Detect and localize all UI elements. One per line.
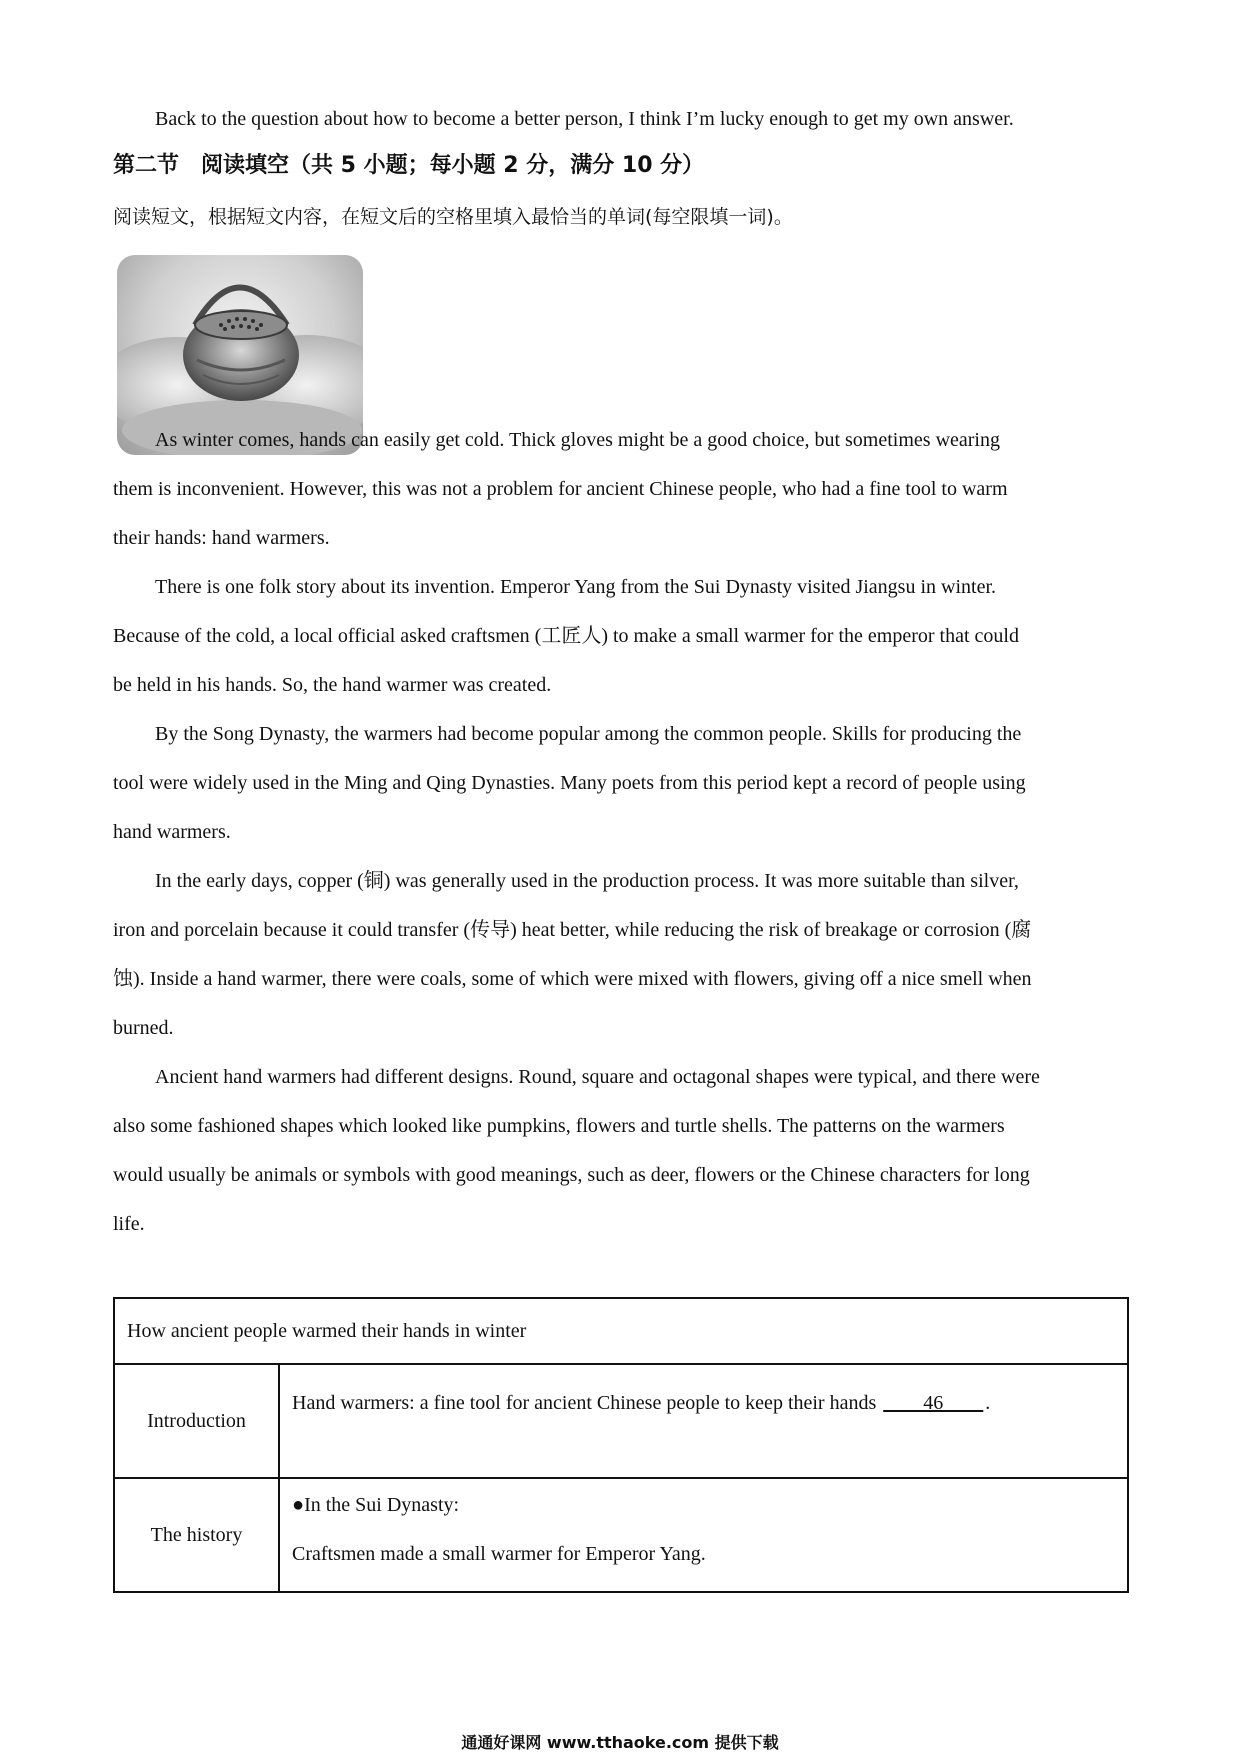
summary-table [113, 1297, 1129, 1593]
passage-line-9: hand warmers. [113, 821, 231, 843]
passage-line-17: life. [113, 1213, 145, 1235]
passage-line-4: There is one folk story about its invention. Emperor Yang from the Sui Dynasty visited Jiangsu in winter. [155, 576, 997, 598]
passage-line-16: would usually be animals or symbols with good meanings, such as deer, flowers or the Chinese characters for long [113, 1164, 1030, 1186]
passage-line-12: 蚀). Inside a hand warmer, there were coals, some of which were mixed with flowers, giving off a nice smell when [113, 968, 1032, 990]
row-label-introduction: Introduction [114, 1364, 279, 1478]
table-title-row [114, 1298, 1128, 1364]
passage-line-11: iron and porcelain because it could transfer (传导) heat better, while reducing the risk of breakage or corrosion (腐 [113, 919, 1032, 941]
history-line-1: ●In the Sui Dynasty: [292, 1494, 460, 1516]
page-footer: 通通好课网 www.tthaoke.com 提供下载 [461, 1733, 779, 1752]
history-line-2: Craftsmen made a small warmer for Emperor Yang. [292, 1543, 706, 1565]
introduction-text: Hand warmers: a fine tool for ancient Chinese people to keep their hands [292, 1392, 882, 1414]
blank-46[interactable]: ＿＿46＿＿ [883, 1392, 984, 1414]
top-line: Back to the question about how to become a better person, I think I’m lucky enough to get my own answer. [155, 108, 1014, 130]
table-row-history [114, 1478, 1128, 1592]
introduction-period: . [985, 1392, 991, 1414]
row-content-introduction [279, 1364, 1128, 1478]
section-instruction: 阅读短文，根据短文内容，在短文后的空格里填入最恰当的单词(每空限填一词)。 [113, 206, 793, 228]
passage-line-14: Ancient hand warmers had different designs. Round, square and octagonal shapes were typical, and there were [155, 1066, 1040, 1088]
section-heading: 第二节 阅读填空（共 5 小题；每小题 2 分，满分 10 分） [113, 153, 705, 178]
table-title: How ancient people warmed their hands in winter [114, 1298, 1128, 1364]
passage-line-15: also some fashioned shapes which looked like pumpkins, flowers and turtle shells. The patterns on the warmers [113, 1115, 1005, 1137]
passage-line-3: their hands: hand warmers. [113, 527, 330, 549]
passage-line-6: be held in his hands. So, the hand warmer was created. [113, 674, 552, 696]
passage-line-1: As winter comes, hands can easily get cold. Thick gloves might be a good choice, but sometimes wearing [155, 429, 1000, 451]
row-content-history [279, 1478, 1128, 1592]
passage-line-10: In the early days, copper (铜) was generally used in the production process. It was more suitable than silver, [155, 870, 1019, 892]
table-row-introduction [114, 1364, 1128, 1478]
passage-line-2: them is inconvenient. However, this was not a problem for ancient Chinese people, who had a fine tool to warm [113, 478, 1008, 500]
passage-line-5: Because of the cold, a local official asked craftsmen (工匠人) to make a small warmer for the emperor that could [113, 625, 1019, 647]
passage-line-7: By the Song Dynasty, the warmers had become popular among the common people. Skills for producing the [155, 723, 1022, 745]
passage-line-8: tool were widely used in the Ming and Qing Dynasties. Many poets from this period kept a record of people using [113, 772, 1026, 794]
row-label-history: The history [114, 1478, 279, 1592]
passage-line-13: burned. [113, 1017, 174, 1039]
